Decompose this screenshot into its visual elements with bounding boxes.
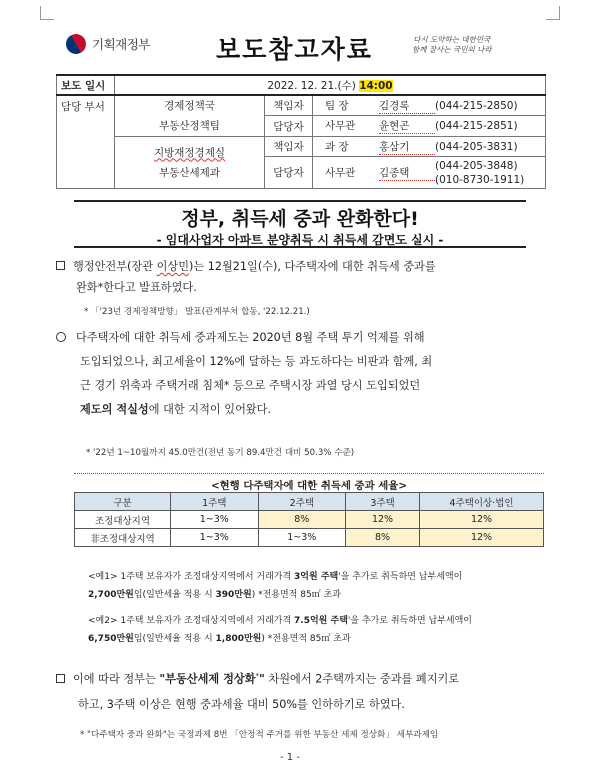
headline-sub: - 임대사업자 아파트 분양취득 시 취득세 감면도 실시 -: [156, 233, 444, 247]
example-1: [88, 568, 548, 604]
role-head-2: 책임자: [265, 137, 313, 157]
header-category: 구분: [75, 493, 171, 511]
page-number: - 1 -: [280, 752, 300, 763]
header-4house: 4주택이상·법인: [420, 493, 544, 511]
cell: 12%: [420, 511, 544, 529]
release-info-table: [56, 74, 546, 189]
square-bullet-icon: [56, 674, 65, 683]
contact-4: [313, 157, 546, 189]
ex2-general-tax: 1,800만원: [215, 634, 262, 644]
p3-line2: 하고, 3주택 이상은 현행 중과세율 대비 50%를 인하하기로 하였다.: [78, 697, 405, 711]
tax-table-title: <현행 다주택자에 대한 취득세 중과 세율>: [74, 473, 544, 492]
example-2: [88, 612, 548, 648]
contact-2-rank: 사무관: [325, 120, 356, 133]
release-datetime: [115, 75, 546, 95]
press-headline: [74, 200, 526, 248]
p1-post: )는 12월21일(수), 다주택자에 대한 취득세 중과를: [189, 260, 436, 273]
contact-2-name: 윤현곤: [379, 118, 435, 134]
crop-mark-left: [40, 6, 54, 20]
ministry-logo: [66, 34, 150, 54]
p1-pre: 행정안전부(장관: [73, 260, 157, 273]
dept-tax-office: [115, 137, 265, 189]
p2-emphasis: 제도의 적실성: [80, 403, 149, 416]
slogan: [412, 35, 492, 55]
headline-main: 정부, 취득세 중과 완화한다!: [181, 208, 419, 230]
contact-1-phone: (044-215-2850): [435, 99, 518, 112]
contact-4-phones: [435, 159, 524, 187]
dept1-line1: 경제정책국: [164, 100, 215, 112]
contact-1: [313, 95, 546, 116]
cell: 8%: [258, 511, 346, 529]
release-time: 14:00: [359, 79, 393, 92]
p3-footnote-mark: *: [255, 672, 260, 680]
ex1-post: '을 추가로 취득하면 납부세액이: [338, 572, 463, 582]
slogan-line-1: 다시 도약하는 대한민국: [413, 35, 491, 44]
paragraph-1: [56, 256, 546, 298]
tax-table-header: [75, 493, 544, 511]
role-staff: 담당자: [265, 116, 313, 137]
document-header: [56, 24, 546, 72]
ex1-tax: 2,700만원: [88, 590, 134, 600]
note-1: * 「'23년 경제정책방향」 발표(관계부처 합동, '22.12.21.): [84, 307, 310, 317]
row-nonadjusted-label: 非조정대상지역: [75, 529, 171, 547]
contact-4-name: 김종택: [379, 165, 435, 181]
ex1-general-tax: 390만원: [215, 590, 252, 600]
ex2-price: 7.5억원 주택: [294, 616, 348, 626]
p2-line1: 다주택자에 대한 취득세 중과제도는 2020년 8월 주택 투기 억제를 위해: [76, 331, 425, 344]
release-date: 2022. 12. 21.(수): [267, 79, 360, 92]
cell: 12%: [420, 529, 544, 547]
crop-mark-right: [546, 6, 560, 20]
contact-3-rank: 과 장: [325, 140, 349, 153]
p3-pre: 이에 따라 정부는: [73, 672, 160, 686]
dept2-line2: 부동산세제과: [159, 166, 220, 179]
contact-1-rank: 팀 장: [325, 99, 349, 112]
dept2-line1: 지방재정경제실: [153, 146, 225, 159]
dept-label: 담당 부서: [57, 95, 115, 189]
cell: 8%: [346, 529, 420, 547]
contact-1-name: 김경록: [379, 98, 435, 114]
paragraph-3: [56, 664, 546, 717]
contact-3-phone: (044-205-3831): [435, 140, 518, 153]
header-2house: 2주택: [258, 493, 346, 511]
p3-emphasis: "부동산세제 정상화: [159, 672, 256, 686]
cell: 1~3%: [171, 529, 259, 547]
p2-line2: 도입되었으나, 최고세율이 12%에 달하는 등 과도하다는 비판과 함께, 최: [80, 355, 433, 368]
table-row: [75, 511, 544, 529]
ex1-price: 3억원 주택: [294, 572, 339, 582]
document-title: 보도참고자료: [216, 35, 373, 64]
release-label: 보도 일시: [57, 75, 115, 95]
table-row: [75, 529, 544, 547]
p2-line3: 근 경기 위축과 주택거래 침체* 등으로 주택시장 과열 당시 도입되었던: [80, 379, 421, 392]
slogan-line-2: 함께 잘사는 국민의 나라: [412, 45, 492, 54]
header-3house: 3주택: [346, 493, 420, 511]
square-bullet-icon: [56, 261, 65, 270]
role-staff-2: 담당자: [265, 157, 313, 189]
p3-emphasis-end: ": [259, 672, 265, 686]
tax-rate-table: [74, 492, 544, 547]
note-3: * "다주택자 중과 완화"는 국정과제 8번 「안정적 주거를 위한 부동산 세제 정상화」 세부과제임: [80, 730, 439, 740]
contact-4-rank: 사무관: [325, 166, 356, 179]
ex1-note: ) *전용면적 85㎡ 초과: [251, 590, 341, 600]
p2-line4: 에 대한 지적이 있어왔다.: [148, 403, 272, 416]
ex2-note: ) *전용면적 85㎡ 초과: [261, 634, 351, 644]
role-head: 책임자: [265, 95, 313, 116]
ex2-tax: 6,750만원: [88, 634, 134, 644]
cell: 1~3%: [171, 511, 259, 529]
dept-economic-policy: [115, 95, 265, 137]
contact-2-phone: (044-215-2851): [435, 120, 518, 133]
row-adjusted-label: 조정대상지역: [75, 511, 171, 529]
contact-4-phone-1: (044-205-3848): [435, 159, 518, 172]
ex1-mid: 임(일반세율 적용 시: [133, 590, 216, 600]
ex2-post: '을 추가로 취득하면 납부세액이: [347, 616, 472, 626]
ex1-pre: <예1> 1주택 보유자가 조정대상지역에서 거래가격: [88, 572, 295, 582]
dept1-line2: 부동산정책팀: [159, 120, 220, 132]
contact-2: [313, 116, 546, 137]
taeguk-emblem-icon: [62, 30, 89, 57]
contact-3-name: 홍삼기: [379, 139, 435, 155]
contact-4-phone-2: (010-8730-1911): [435, 173, 525, 186]
header-1house: 1주택: [171, 493, 259, 511]
ex2-mid: 임(일반세율 적용 시: [133, 634, 216, 644]
cell: 12%: [346, 511, 420, 529]
p1-minister: 이상민: [156, 260, 189, 273]
ex2-pre: <예2> 1주택 보유자가 조정대상지역에서 거래가격: [88, 616, 295, 626]
ministry-name: 기획재정부: [92, 37, 150, 52]
cell: 1~3%: [258, 529, 346, 547]
contact-3: [313, 137, 546, 157]
note-2: * '22년 1~10월까지 45.0만건(전년 동기 89.4만건 대비 50.3% 수준): [86, 448, 355, 458]
paragraph-2: [56, 326, 546, 422]
circle-bullet-icon: [56, 332, 66, 342]
p3-post: 차원에서 2주택까지는 중과를 폐지키로: [264, 672, 460, 686]
p1-line2: 완화*한다고 발표하였다.: [76, 281, 197, 294]
